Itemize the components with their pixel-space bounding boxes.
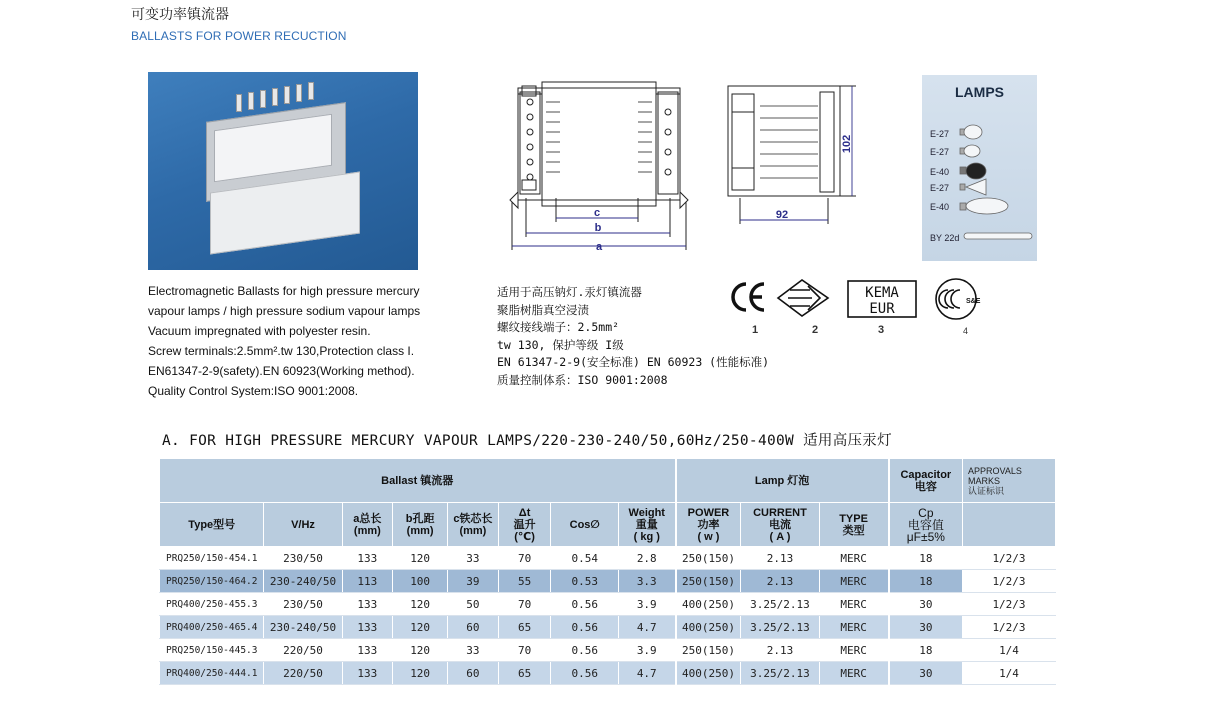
cell-length: 133 — [342, 639, 393, 662]
section-title: A. FOR HIGH PRESSURE MERCURY VAPOUR LAMPS/220-230-240/50,60Hz/250-400W 适用高压汞灯 — [162, 433, 892, 449]
col-header-lamp-type: TYPE 类型 — [819, 503, 889, 547]
keur-text: EUR — [869, 301, 895, 317]
col-header-hole-distance: b孔距 (mm) — [393, 503, 448, 547]
cell-voltage: 230-240/50 — [264, 570, 342, 593]
cell-capacitance: 18 — [889, 639, 963, 662]
cell-approvals: 1/4 — [963, 639, 1056, 662]
lamp-base-label: E-40 — [930, 202, 950, 212]
cell-power: 400(250) — [676, 593, 741, 616]
dim-a-label: a — [595, 241, 603, 253]
cell-power: 400(250) — [676, 616, 741, 639]
cell-current: 2.13 — [741, 639, 819, 662]
group-header-ballast: Ballast 镇流器 — [160, 459, 676, 503]
cell-temp-rise: 70 — [498, 639, 551, 662]
cell-voltage: 230/50 — [264, 547, 342, 570]
cell-length: 133 — [342, 593, 393, 616]
terminal-pin — [260, 90, 266, 108]
cert-logos — [720, 276, 1010, 324]
table-row — [160, 570, 1056, 593]
cell-capacitance: 18 — [889, 570, 963, 593]
cell-capacitance: 18 — [889, 547, 963, 570]
cn-line: 质量控制体系：ISO 9001:2008 — [497, 372, 668, 387]
cell-hole-distance: 120 — [393, 593, 448, 616]
terminal-pin — [272, 88, 278, 106]
terminal-pin — [248, 92, 254, 110]
cell-weight: 3.3 — [619, 570, 676, 593]
dim-c-label: c — [593, 207, 601, 219]
cell-hole-distance: 100 — [393, 570, 448, 593]
cell-voltage: 230-240/50 — [264, 616, 342, 639]
cell-cos: 0.56 — [551, 639, 619, 662]
bulb-icon — [964, 125, 982, 139]
cell-approvals: 1/2/3 — [963, 593, 1056, 616]
spec-table — [159, 458, 1056, 685]
desc-line: vapour lamps / high pressure sodium vapour lamps — [148, 304, 421, 318]
dim-height-label: 102 — [841, 134, 853, 154]
lamp-base-label: E-27 — [930, 183, 950, 193]
lamp-bulbs-illustration — [922, 75, 1037, 261]
cell-hole-distance: 120 — [393, 662, 448, 685]
cell-type: PRQ250/150-445.3 — [160, 639, 264, 662]
desc-line: EN61347-2-9(safety).EN 60923(Working method). — [148, 364, 415, 378]
col-header-type: Type型号 — [160, 503, 264, 547]
cell-length: 113 — [342, 570, 393, 593]
col-header-cos: Cos∅ — [551, 503, 619, 547]
col-header-power: POWER 功率 ( w ) — [676, 503, 741, 547]
cert-number: 3 — [878, 324, 885, 336]
terminal-pin — [284, 86, 290, 104]
cn-line: tw 130, 保护等级 I级 — [497, 337, 624, 352]
cell-temp-rise: 65 — [498, 616, 551, 639]
tube-lamp-icon — [964, 233, 1032, 239]
cell-core-length: 60 — [448, 616, 499, 639]
cn-line: EN 61347-2-9(安全标准) EN 60923 (性能标准) — [497, 355, 770, 369]
product-photo — [148, 72, 418, 270]
cell-length: 133 — [342, 547, 393, 570]
cell-current: 2.13 — [741, 570, 819, 593]
cell-hole-distance: 120 — [393, 547, 448, 570]
table-row — [160, 593, 1056, 616]
lamp-base-label: E-27 — [930, 147, 950, 157]
desc-line: Screw terminals:2.5mm².tw 130,Protection class I. — [148, 344, 415, 358]
terminal-pin — [236, 94, 242, 112]
technical-drawing-side — [720, 72, 870, 232]
cell-weight: 2.8 — [619, 547, 676, 570]
cn-line: 螺纹接线端子：2.5mm² — [497, 320, 620, 334]
desc-line: Electromagnetic Ballasts for high pressure mercury — [148, 284, 420, 298]
col-header-core-length: c铁芯长 (mm) — [448, 503, 499, 547]
col-header-current: CURRENT 电流 ( A ) — [741, 503, 819, 547]
certification-marks — [720, 276, 1010, 341]
cell-approvals: 1/2/3 — [963, 547, 1056, 570]
cell-type: PRQ400/250-455.3 — [160, 593, 264, 616]
cell-temp-rise: 70 — [498, 547, 551, 570]
dim-width-label: 92 — [775, 209, 789, 221]
page-title-cn: 可变功率镇流器 — [131, 7, 229, 23]
table-row — [160, 616, 1056, 639]
cn-line: 聚脂树脂真空浸渍 — [497, 302, 589, 317]
group-header-capacitor: Capacitor 电容 — [889, 459, 963, 503]
cell-length: 133 — [342, 616, 393, 639]
cell-approvals: 1/2/3 — [963, 616, 1056, 639]
cell-cos: 0.56 — [551, 662, 619, 685]
cell-type: PRQ250/150-464.2 — [160, 570, 264, 593]
cell-core-length: 33 — [448, 547, 499, 570]
col-header-temp-rise: Δt 温升 (℃) — [498, 503, 551, 547]
group-header-lamp: Lamp 灯泡 — [676, 459, 889, 503]
cert-number: 2 — [812, 324, 819, 336]
lamps-title: LAMPS — [955, 84, 1004, 100]
cell-power: 250(150) — [676, 570, 741, 593]
description-en — [148, 281, 420, 401]
cell-weight: 4.7 — [619, 662, 676, 685]
cell-voltage: 230/50 — [264, 593, 342, 616]
cell-temp-rise: 65 — [498, 662, 551, 685]
cell-lamp-type: MERC — [819, 570, 889, 593]
cell-cos: 0.56 — [551, 593, 619, 616]
lamps-panel — [922, 75, 1037, 261]
cell-core-length: 60 — [448, 662, 499, 685]
cell-cos: 0.54 — [551, 547, 619, 570]
cell-approvals: 1/4 — [963, 662, 1056, 685]
cell-current: 3.25/2.13 — [741, 593, 819, 616]
table-row — [160, 639, 1056, 662]
cell-lamp-type: MERC — [819, 593, 889, 616]
lamp-base-label: E-40 — [930, 167, 950, 177]
cell-temp-rise: 55 — [498, 570, 551, 593]
cell-power: 250(150) — [676, 639, 741, 662]
cell-current: 3.25/2.13 — [741, 662, 819, 685]
cell-temp-rise: 70 — [498, 593, 551, 616]
col-header-voltage: V/Hz — [264, 503, 342, 547]
lamp-base-label: BY 22d — [930, 233, 960, 243]
cell-lamp-type: MERC — [819, 547, 889, 570]
cell-weight: 4.7 — [619, 616, 676, 639]
cell-core-length: 50 — [448, 593, 499, 616]
technical-drawing-front — [500, 72, 700, 262]
cell-length: 133 — [342, 662, 393, 685]
cell-capacitance: 30 — [889, 593, 963, 616]
ccc-text: S&E — [966, 298, 981, 305]
desc-line: Vacuum impregnated with polyester resin. — [148, 324, 371, 338]
cell-cos: 0.56 — [551, 616, 619, 639]
cell-capacitance: 30 — [889, 616, 963, 639]
cell-weight: 3.9 — [619, 593, 676, 616]
terminal-pin — [296, 84, 302, 102]
cell-hole-distance: 120 — [393, 639, 448, 662]
group-header-approvals: APPROVALS MARKS 认证标识 — [963, 459, 1056, 503]
cn-line: 适用于高压钠灯.汞灯镇流器 — [497, 285, 642, 299]
cell-hole-distance: 120 — [393, 616, 448, 639]
cell-current: 2.13 — [741, 547, 819, 570]
cell-voltage: 220/50 — [264, 639, 342, 662]
desc-line: Quality Control System:ISO 9001:2008. — [148, 384, 359, 398]
col-header-weight: Weight 重量 ( kg ) — [619, 503, 676, 547]
enec-mark-icon — [778, 280, 828, 316]
cell-voltage: 220/50 — [264, 662, 342, 685]
cell-approvals: 1/2/3 — [963, 570, 1056, 593]
col-header-length: a总长 (mm) — [342, 503, 393, 547]
cell-type: PRQ400/250-465.4 — [160, 616, 264, 639]
cell-lamp-type: MERC — [819, 616, 889, 639]
col-header-approvals-blank — [963, 503, 1056, 547]
cell-type: PRQ250/150-454.1 — [160, 547, 264, 570]
cell-lamp-type: MERC — [819, 639, 889, 662]
ccc-mark-icon — [936, 279, 981, 319]
cell-power: 400(250) — [676, 662, 741, 685]
cell-core-length: 39 — [448, 570, 499, 593]
table-row — [160, 547, 1056, 570]
cell-capacitance: 30 — [889, 662, 963, 685]
reflector-bulb-icon — [966, 179, 986, 195]
cell-lamp-type: MERC — [819, 662, 889, 685]
cell-power: 250(150) — [676, 547, 741, 570]
bulb-icon — [964, 145, 980, 157]
kema-keur-mark-icon — [848, 281, 916, 317]
table-row — [160, 662, 1056, 685]
col-header-capacitance: Cp 电容值 μF±5% — [889, 503, 963, 547]
kema-text: KEMA — [865, 285, 899, 301]
cert-number: 1 — [752, 324, 759, 336]
ce-mark-icon — [733, 284, 764, 310]
cell-type: PRQ400/250-444.1 — [160, 662, 264, 685]
terminal-pin — [308, 82, 314, 100]
lamp-base-label: E-27 — [930, 129, 950, 139]
cert-number: 4 — [963, 326, 969, 336]
cell-current: 3.25/2.13 — [741, 616, 819, 639]
cell-core-length: 33 — [448, 639, 499, 662]
bulb-icon — [966, 163, 986, 179]
cell-cos: 0.53 — [551, 570, 619, 593]
bulb-icon — [966, 198, 1008, 214]
page-title-en: BALLASTS FOR POWER RECUCTION — [131, 29, 347, 43]
cell-weight: 3.9 — [619, 639, 676, 662]
dim-b-label: b — [594, 222, 602, 234]
